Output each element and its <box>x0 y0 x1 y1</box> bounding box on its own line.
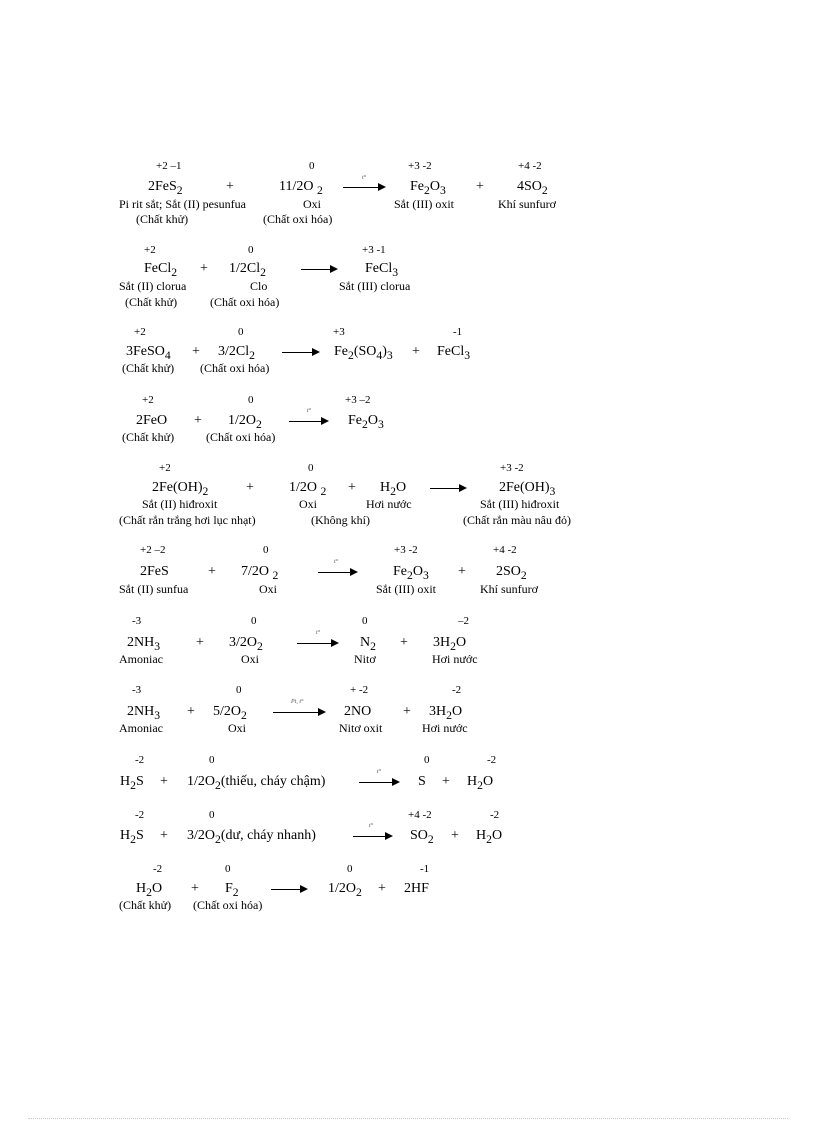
role-label: (Chất oxi hóa) <box>210 295 280 309</box>
reaction-arrow <box>343 183 386 193</box>
plus-sign: + <box>192 344 200 359</box>
plus-sign: + <box>442 774 450 789</box>
oxidation-state: +2 –2 <box>140 544 166 556</box>
reaction-condition: t° <box>316 630 321 636</box>
compound-name: Oxi <box>241 652 259 666</box>
oxidation-state: -2 <box>490 809 500 821</box>
formula: $3H_2O$ <box>429 704 463 722</box>
formula: $3/2Cl_2$ <box>218 344 255 362</box>
formula: $1/2O_2$ <box>328 881 362 899</box>
reaction-arrow <box>301 265 338 275</box>
role-label: (Chất oxi hóa) <box>206 430 276 444</box>
oxidation-state: +3 –2 <box>345 394 371 406</box>
oxidation-state: –2 <box>458 615 469 627</box>
oxidation-state: +4 -2 <box>493 544 517 556</box>
compound-name: Hơi nước <box>366 497 412 511</box>
oxidation-state: -2 <box>135 754 145 766</box>
formula: $F_2$ <box>225 881 239 899</box>
compound-name: Sắt (III) oxit <box>394 197 454 211</box>
reaction-arrow <box>273 708 326 718</box>
formula: $2NH_3$ <box>127 635 161 653</box>
formula: $H_2O$ <box>476 828 503 846</box>
reaction-condition: t° <box>377 769 382 775</box>
role-label: (Chất oxi hóa) <box>263 212 333 226</box>
oxidation-state: +2 <box>144 244 156 256</box>
oxidation-state: +3 -2 <box>394 544 418 556</box>
oxidation-state: +4 -2 <box>408 809 432 821</box>
reaction-arrow <box>271 885 308 895</box>
plus-sign: + <box>196 635 204 650</box>
plus-sign: + <box>208 564 216 579</box>
formula: $2Fe(OH)_2$ <box>152 480 209 498</box>
formula: $2NH_3$ <box>127 704 161 722</box>
oxidation-state: -2 <box>452 684 462 696</box>
reaction-arrow <box>318 568 358 578</box>
oxidation-state: 0 <box>308 462 314 474</box>
formula: 2NO <box>344 704 372 719</box>
reaction-arrow <box>359 778 400 788</box>
formula: $H_2O$ <box>136 881 163 899</box>
formula: 2FeS$_2$ <box>148 179 183 197</box>
plus-sign: + <box>160 828 168 843</box>
compound-name: Nitơ oxit <box>339 721 383 735</box>
plus-sign: + <box>200 261 208 276</box>
plus-sign: + <box>348 480 356 495</box>
compound-name: Nitơ <box>354 652 376 666</box>
plus-sign: + <box>412 344 420 359</box>
oxidation-state: +2 –1 <box>156 160 182 172</box>
reaction-arrow <box>289 417 329 427</box>
formula: 1/2O $_2$ <box>289 480 327 498</box>
compound-name: Oxi <box>299 497 317 511</box>
formula: $Fe_2O_3$ <box>393 564 429 582</box>
role-label: (Chất khử) <box>125 295 178 309</box>
plus-sign: + <box>191 881 199 896</box>
role-label: (Chất oxi hóa) <box>200 361 270 375</box>
formula: 7/2O $_2$ <box>241 564 279 582</box>
formula: FeCl$_2$ <box>144 261 178 279</box>
formula: 2HF <box>404 881 429 896</box>
formula: $Fe_2O_3$ <box>348 413 384 431</box>
compound-name: Oxi <box>303 197 321 211</box>
oxidation-state: -2 <box>153 863 163 875</box>
formula: FeCl$_3$ <box>437 344 471 362</box>
reaction-condition: t° <box>307 408 312 414</box>
plus-sign: + <box>476 179 484 194</box>
plus-sign: + <box>187 704 195 719</box>
compound-name: Clo <box>250 279 268 293</box>
oxidation-state: +2 <box>134 326 146 338</box>
compound-name: Sắt (III) clorua <box>339 279 411 293</box>
compound-name: Sắt (II) sunfua <box>119 582 189 596</box>
role-label: (Chất khử) <box>136 212 189 226</box>
compound-name: Amoniac <box>119 652 163 666</box>
oxidation-state: + -2 <box>350 684 369 696</box>
oxidation-state: 0 <box>236 684 242 696</box>
oxidation-state: 0 <box>347 863 353 875</box>
plus-sign: + <box>194 413 202 428</box>
plus-sign: + <box>160 774 168 789</box>
formula: $H_2O$ <box>467 774 494 792</box>
formula: $4SO_2$ <box>517 179 548 197</box>
oxidation-state: +3 <box>333 326 345 338</box>
formula: FeCl$_3$ <box>365 261 399 279</box>
formula: S <box>418 774 426 789</box>
formula: $H_2S$ <box>120 774 144 792</box>
plus-sign: + <box>403 704 411 719</box>
reaction-condition: t° <box>369 823 374 829</box>
compound-name: Khí sunfurơ <box>498 197 557 211</box>
role-label: (Chất oxi hóa) <box>193 898 263 912</box>
oxidation-state: -3 <box>132 684 142 696</box>
reaction-condition: t° <box>334 559 339 565</box>
formula: $3H_2O$ <box>433 635 467 653</box>
compound-name: Oxi <box>259 582 277 596</box>
compound-name: Sắt (III) hiđroxit <box>480 497 560 511</box>
plus-sign: + <box>378 881 386 896</box>
formula: $Fe_2(SO_4)_3$ <box>334 344 393 362</box>
formula: $1/2O_2$ <box>228 413 262 431</box>
formula: 2FeS <box>140 564 169 579</box>
oxidation-state: +3 -2 <box>408 160 432 172</box>
oxidation-state: 0 <box>251 615 257 627</box>
reaction-condition: Pt, t° <box>291 699 304 705</box>
role-label: (Chất rắn trắng hơi lục nhạt) <box>119 513 256 527</box>
formula: $3/2O_2(dư$, cháy nhanh) <box>187 828 316 846</box>
reaction-condition: t° <box>362 175 367 181</box>
oxidation-state: 0 <box>248 394 254 406</box>
formula: 3FeSO$_4$ <box>126 344 171 362</box>
role-label: (Chất khử) <box>122 430 175 444</box>
formula: $1/2O_2(thiếu$, cháy chậm) <box>187 774 326 792</box>
compound-name: Oxi <box>228 721 246 735</box>
compound-name: Amoniac <box>119 721 163 735</box>
oxidation-state: 0 <box>263 544 269 556</box>
role-label: (Chất khử) <box>119 898 172 912</box>
oxidation-state: +4 -2 <box>518 160 542 172</box>
page-footer-divider <box>28 1118 788 1119</box>
formula: $3/2O_2$ <box>229 635 263 653</box>
compound-name: Khí sunfurơ <box>480 582 539 596</box>
oxidation-state: -1 <box>420 863 430 875</box>
formula: 11/2O $_2$ <box>279 179 323 197</box>
oxidation-state: -2 <box>135 809 145 821</box>
role-label: (Chất khử) <box>122 361 175 375</box>
oxidation-state: 0 <box>209 754 215 766</box>
compound-name: Sắt (II) hiđroxit <box>142 497 218 511</box>
oxidation-state: +3 -2 <box>500 462 524 474</box>
formula: $H_2S$ <box>120 828 144 846</box>
plus-sign: + <box>246 480 254 495</box>
compound-name: Hơi nước <box>422 721 468 735</box>
plus-sign: + <box>226 179 234 194</box>
reaction-arrow <box>430 484 467 494</box>
formula: $Fe_2O_3$ <box>410 179 446 197</box>
oxidation-state: -1 <box>453 326 463 338</box>
oxidation-state: -2 <box>487 754 497 766</box>
reaction-arrow <box>353 832 393 842</box>
formula: $2Fe(OH)_3$ <box>499 480 556 498</box>
compound-name: Sắt (III) oxit <box>376 582 436 596</box>
role-label: (Chất rắn màu nâu đỏ) <box>463 513 571 527</box>
oxidation-state: 0 <box>248 244 254 256</box>
formula: $2SO_2$ <box>496 564 527 582</box>
oxidation-state: 0 <box>209 809 215 821</box>
formula: $SO_2$ <box>410 828 434 846</box>
oxidation-state: +3 -1 <box>362 244 386 256</box>
compound-name: Pi rit sắt; Sắt (II) pesunfua <box>119 197 246 211</box>
role-label: (Không khí) <box>311 513 370 527</box>
formula: $H_2O$ <box>380 480 407 498</box>
compound-name: Sắt (II) clorua <box>119 279 187 293</box>
plus-sign: + <box>400 635 408 650</box>
oxidation-state: +2 <box>159 462 171 474</box>
oxidation-state: 0 <box>309 160 315 172</box>
oxidation-state: 0 <box>225 863 231 875</box>
oxidation-state: 0 <box>238 326 244 338</box>
plus-sign: + <box>458 564 466 579</box>
oxidation-state: 0 <box>362 615 368 627</box>
oxidation-state: -3 <box>132 615 142 627</box>
formula: $5/2O_2$ <box>213 704 247 722</box>
reaction-arrow <box>282 348 320 358</box>
formula: 2FeO <box>136 413 168 428</box>
oxidation-state: +2 <box>142 394 154 406</box>
compound-name: Hơi nước <box>432 652 478 666</box>
formula: $1/2Cl_2$ <box>229 261 266 279</box>
oxidation-state: 0 <box>424 754 430 766</box>
formula: $N_2$ <box>360 635 376 653</box>
reaction-arrow <box>297 639 339 649</box>
plus-sign: + <box>451 828 459 843</box>
